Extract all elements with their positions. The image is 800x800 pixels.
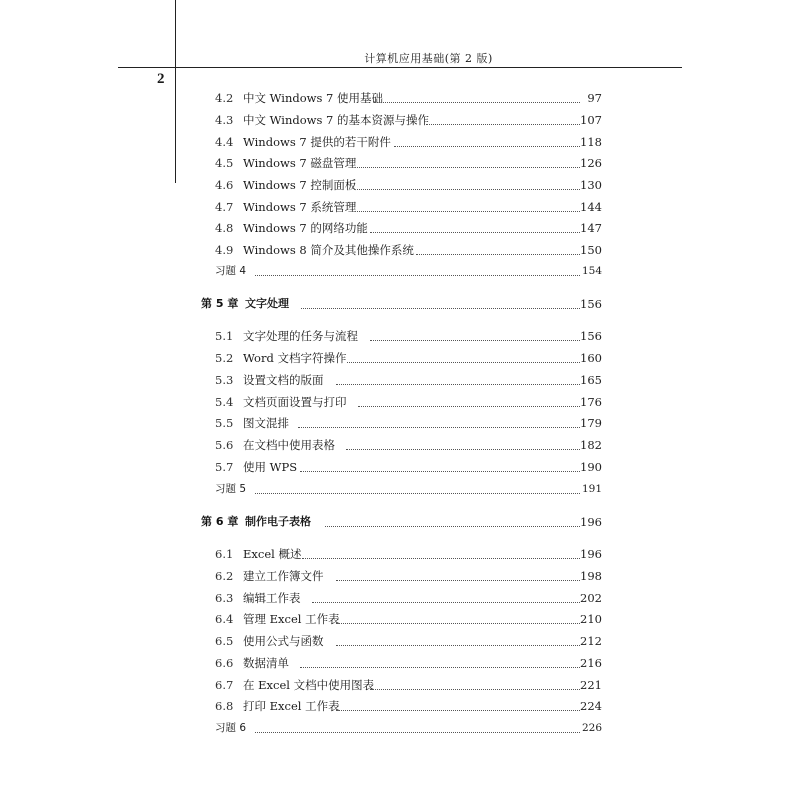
- section-number: 4.9: [215, 243, 234, 257]
- dot-leader: [358, 398, 580, 407]
- section-title: 使用 WPS: [243, 460, 298, 474]
- toc-entry-5-6[interactable]: [0, 436, 800, 454]
- section-page: 147: [580, 221, 602, 235]
- dot-leader: [357, 181, 580, 190]
- toc-entry-5-2[interactable]: [0, 349, 800, 367]
- dot-leader: [336, 376, 580, 385]
- toc-entry-4-6[interactable]: [0, 176, 800, 194]
- section-title: 在 Excel 文档中使用图表: [243, 678, 375, 692]
- dot-leader: [394, 138, 580, 147]
- section-title: 建立工作簿文件: [243, 569, 324, 583]
- section-number: 6.7: [215, 678, 234, 692]
- section-number: 6.4: [215, 612, 234, 626]
- section-number: 4.6: [215, 178, 234, 192]
- section-page: 156: [580, 329, 602, 343]
- toc-entry-4-8[interactable]: [0, 219, 800, 237]
- section-page: 196: [580, 547, 602, 561]
- section-title: 中文 Windows 7 使用基础: [243, 91, 384, 105]
- section-number: 6.6: [215, 656, 234, 670]
- toc-entry-6-1[interactable]: [0, 545, 800, 563]
- dot-leader: [346, 441, 580, 450]
- section-number: 5.7: [215, 460, 234, 474]
- exercise-title: 习题 4: [215, 265, 247, 277]
- toc-chapter-5[interactable]: [0, 295, 800, 313]
- section-number: 4.5: [215, 156, 234, 170]
- dot-leader: [336, 572, 580, 581]
- toc-entry-4-2[interactable]: [0, 89, 800, 107]
- chapter-title: 制作电子表格: [245, 515, 311, 528]
- toc-exercise-5[interactable]: [0, 480, 800, 498]
- dot-leader: [255, 485, 580, 494]
- toc-entry-6-4[interactable]: [0, 610, 800, 628]
- toc-entry-6-6[interactable]: [0, 654, 800, 672]
- section-number: 4.4: [215, 135, 234, 149]
- dot-leader: [300, 659, 580, 668]
- dot-leader: [357, 203, 580, 212]
- section-page: 182: [580, 438, 602, 452]
- section-page: 150: [580, 243, 602, 257]
- section-title: Word 文档字符操作: [243, 351, 347, 365]
- section-title: 图文混排: [243, 416, 289, 430]
- chapter-page: 156: [580, 297, 602, 311]
- dot-leader: [426, 116, 580, 125]
- section-title: Windows 7 磁盘管理: [243, 156, 357, 170]
- section-number: 6.1: [215, 547, 234, 561]
- toc-entry-6-3[interactable]: [0, 589, 800, 607]
- dot-leader: [370, 332, 580, 341]
- toc-entry-6-2[interactable]: [0, 567, 800, 585]
- section-number: 6.8: [215, 699, 234, 713]
- section-title: Windows 8 简介及其他操作系统: [243, 243, 414, 257]
- dot-leader: [336, 615, 580, 624]
- toc-entry-4-3[interactable]: [0, 111, 800, 129]
- chapter-label: 第 6 章: [201, 515, 239, 528]
- running-title: 计算机应用基础(第 2 版): [364, 52, 493, 65]
- dot-leader: [370, 681, 580, 690]
- toc-entry-5-1[interactable]: [0, 327, 800, 345]
- section-page: 224: [580, 699, 602, 713]
- toc-exercise-6[interactable]: [0, 719, 800, 737]
- toc-chapter-6[interactable]: [0, 513, 800, 531]
- section-number: 4.8: [215, 221, 234, 235]
- section-number: 4.3: [215, 113, 234, 127]
- section-number: 6.3: [215, 591, 234, 605]
- dot-leader: [255, 724, 580, 733]
- dot-leader: [325, 518, 580, 527]
- section-title: Windows 7 的网络功能: [243, 221, 368, 235]
- dot-leader: [255, 267, 580, 276]
- section-page: 126: [580, 156, 602, 170]
- toc-entry-5-4[interactable]: [0, 393, 800, 411]
- section-number: 5.5: [215, 416, 234, 430]
- dot-leader: [302, 550, 580, 559]
- section-title: 打印 Excel 工作表: [243, 699, 340, 713]
- section-page: 212: [580, 634, 602, 648]
- section-page: 216: [580, 656, 602, 670]
- chapter-title: 文字处理: [245, 297, 289, 310]
- dot-leader: [298, 419, 580, 428]
- toc-entry-6-7[interactable]: [0, 676, 800, 694]
- section-title: 设置文档的版面: [243, 373, 324, 387]
- section-page: 190: [580, 460, 602, 474]
- toc-entry-6-5[interactable]: [0, 632, 800, 650]
- section-page: 210: [580, 612, 602, 626]
- toc-entry-6-8[interactable]: [0, 697, 800, 715]
- page-number: 2: [157, 71, 165, 87]
- dot-leader: [374, 94, 580, 103]
- section-title: 文档页面设置与打印: [243, 395, 347, 409]
- section-number: 4.2: [215, 91, 234, 105]
- chapter-page: 196: [580, 515, 602, 529]
- section-title: 使用公式与函数: [243, 634, 324, 648]
- section-page: 165: [580, 373, 602, 387]
- section-number: 5.2: [215, 351, 234, 365]
- exercise-title: 习题 6: [215, 722, 247, 734]
- toc-entry-5-3[interactable]: [0, 371, 800, 389]
- section-page: 130: [580, 178, 602, 192]
- dot-leader: [370, 224, 580, 233]
- dot-leader: [301, 300, 580, 309]
- section-title: 管理 Excel 工作表: [243, 612, 340, 626]
- section-number: 5.3: [215, 373, 234, 387]
- section-title: 在文档中使用表格: [243, 438, 335, 452]
- section-page: 160: [580, 351, 602, 365]
- dot-leader: [357, 159, 580, 168]
- dot-leader: [416, 246, 580, 255]
- section-page: 97: [587, 91, 602, 105]
- section-number: 5.6: [215, 438, 234, 452]
- section-page: 221: [580, 678, 602, 692]
- dot-leader: [312, 594, 580, 603]
- dot-leader: [336, 702, 580, 711]
- dot-leader: [336, 637, 580, 646]
- section-page: 179: [580, 416, 602, 430]
- section-page: 202: [580, 591, 602, 605]
- section-number: 5.1: [215, 329, 234, 343]
- toc-entry-4-7[interactable]: [0, 198, 800, 216]
- section-page: 144: [580, 200, 602, 214]
- toc-entry-5-5[interactable]: [0, 414, 800, 432]
- section-number: 5.4: [215, 395, 234, 409]
- section-number: 6.2: [215, 569, 234, 583]
- chapter-label: 第 5 章: [201, 297, 239, 310]
- exercise-page: 154: [581, 265, 602, 277]
- toc-entry-4-9[interactable]: [0, 241, 800, 259]
- exercise-page: 226: [581, 722, 602, 734]
- section-title: Excel 概述: [243, 547, 302, 561]
- section-number: 4.7: [215, 200, 234, 214]
- toc-exercise-4[interactable]: [0, 262, 800, 280]
- section-title: 文字处理的任务与流程: [243, 329, 358, 343]
- toc-entry-5-7[interactable]: [0, 458, 800, 476]
- section-page: 107: [580, 113, 602, 127]
- section-title: 编辑工作表: [243, 591, 301, 605]
- section-title: Windows 7 提供的若干附件: [243, 135, 391, 149]
- header-rule: [118, 67, 682, 68]
- exercise-page: 191: [581, 483, 602, 495]
- section-title: Windows 7 系统管理: [243, 200, 357, 214]
- section-page: 198: [580, 569, 602, 583]
- section-title: Windows 7 控制面板: [243, 178, 357, 192]
- section-title: 数据清单: [243, 656, 289, 670]
- section-number: 6.5: [215, 634, 234, 648]
- toc-entry-4-4[interactable]: [0, 133, 800, 151]
- dot-leader: [347, 354, 580, 363]
- toc-entry-4-5[interactable]: [0, 154, 800, 172]
- section-page: 118: [580, 135, 602, 149]
- dot-leader: [300, 463, 580, 472]
- section-page: 176: [580, 395, 602, 409]
- section-title: 中文 Windows 7 的基本资源与操作: [243, 113, 430, 127]
- exercise-title: 习题 5: [215, 483, 247, 495]
